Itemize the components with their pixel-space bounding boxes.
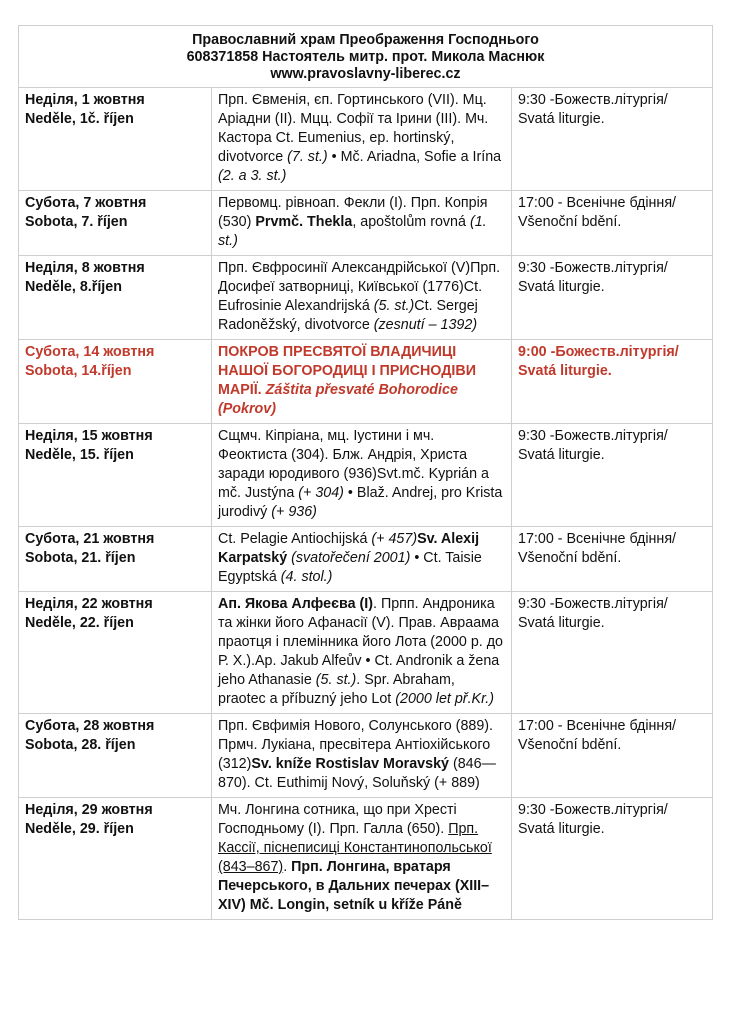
date-czech: Neděle, 22. říjen: [25, 615, 134, 631]
saints-text-segment: Сщмч. Кіпріана, мц. Іустини і мч. Феоктиста (304). Блж. Андрія, Христа заради юродивого (936)Svt.mč. Kyprián a mč. Justýna: [218, 428, 489, 501]
date-cell: [19, 798, 212, 920]
saints-text-segment: Sv. kníže Rostislav Moravský: [251, 756, 449, 772]
service-time-czech: Svatá liturgie.: [518, 447, 605, 463]
date-czech: Neděle, 1č. říjen: [25, 111, 134, 127]
saints-text-segment: Первомц. рівноап. Фекли (I). Прп. Копрія (530): [218, 195, 488, 230]
schedule-row: [19, 592, 713, 714]
service-time-ukrainian: 9:30 -Божеств.літургія/: [518, 428, 668, 444]
saints-cell: [212, 592, 512, 714]
saints-cell: [212, 798, 512, 920]
schedule-row: [19, 424, 713, 527]
date-ukrainian: Неділя, 29 жовтня: [25, 802, 153, 818]
saints-cell: [212, 88, 512, 191]
saints-text-segment: Záštita přesvaté Bohorodice: [265, 382, 458, 398]
date-ukrainian: Субота, 14 жовтня: [25, 344, 155, 360]
saints-cell: [212, 256, 512, 340]
saints-text-segment: (zesnutí – 1392): [373, 317, 478, 333]
saints-text-segment: (+ 936): [271, 504, 317, 520]
saints-text-segment: ПОКРОВ ПРЕСВЯТОЇ ВЛАДИЧИЦІ НАШОЇ БОГОРОДИЦІ І ПРИСНОДІВИ МАРІЇ.: [218, 344, 476, 398]
saints-text-segment: Sv. Alexij Karpatský: [218, 531, 480, 566]
service-time-czech: Svatá liturgie.: [518, 615, 605, 631]
service-time-czech: Svatá liturgie.: [518, 111, 605, 127]
date-cell: [19, 714, 212, 798]
saints-text-segment: Prvmč. Thekla: [255, 214, 353, 230]
website-link[interactable]: www.pravoslavny-liberec.cz: [270, 66, 461, 82]
date-czech: Sobota, 21. říjen: [25, 550, 136, 566]
schedule-row: [19, 88, 713, 191]
service-time-czech: Svatá liturgie.: [518, 279, 605, 295]
church-name: Православний храм Преображення Господнього: [192, 32, 539, 48]
service-time-ukrainian: 9:30 -Божеств.літургія/: [518, 596, 668, 612]
schedule-row: [19, 340, 713, 424]
saints-text-segment: Ап. Якова Алфеєва (I): [218, 596, 373, 612]
schedule-row: [19, 798, 713, 920]
saints-cell: [212, 191, 512, 256]
header-cell: [19, 26, 713, 88]
date-cell: [19, 424, 212, 527]
saints-text-segment: (2000 let př.Kr.): [395, 691, 495, 707]
schedule-row: [19, 714, 713, 798]
service-time-ukrainian: 17:00 - Всенічне бдіння/: [518, 195, 677, 211]
service-time-ukrainian: 9:30 -Божеств.літургія/: [518, 260, 668, 276]
date-ukrainian: Неділя, 22 жовтня: [25, 596, 153, 612]
date-cell: [19, 88, 212, 191]
date-ukrainian: Субота, 7 жовтня: [25, 195, 147, 211]
service-cell: [512, 592, 713, 714]
saints-text-segment: (svatořečení 2001): [291, 550, 411, 566]
saints-text-segment: • Ct. Taisie Egyptská: [218, 550, 482, 585]
date-cell: [19, 592, 212, 714]
service-cell: [512, 527, 713, 592]
service-time-ukrainian: 17:00 - Всенічне бдіння/: [518, 718, 677, 734]
saints-text-segment: (2. a 3. st.): [218, 168, 287, 184]
saints-text-segment: • Blaž. Andrej, pro Krista jurodivý: [218, 485, 503, 520]
service-cell: [512, 340, 713, 424]
service-time-ukrainian: 17:00 - Всенічне бдіння/: [518, 531, 677, 547]
saints-text-segment: , apoštolům rovná: [352, 214, 470, 230]
saints-text-segment: (5. st.): [315, 672, 357, 688]
date-czech: Sobota, 7. říjen: [25, 214, 128, 230]
header-row: [19, 26, 713, 88]
service-time-ukrainian: 9:30 -Божеств.літургія/: [518, 92, 668, 108]
saints-text-segment: (7. st.): [287, 149, 328, 165]
date-cell: [19, 256, 212, 340]
date-cell: [19, 527, 212, 592]
saints-text-segment: Прп. Кассії, піснеписиці Константинопольської (843–867): [218, 821, 492, 875]
saints-text-segment: .: [283, 859, 292, 875]
service-cell: [512, 424, 713, 527]
service-cell: [512, 256, 713, 340]
date-cell: [19, 191, 212, 256]
saints-text-segment: Прп. Євфимія Нового, Солунського (889). Прмч. Лукіана, пресвітера Антіохійського (312): [218, 718, 494, 772]
date-ukrainian: Субота, 28 жовтня: [25, 718, 155, 734]
service-cell: [512, 798, 713, 920]
schedule-table: [18, 25, 713, 920]
date-czech: Neděle, 15. říjen: [25, 447, 134, 463]
date-ukrainian: Субота, 21 жовтня: [25, 531, 155, 547]
saints-text-segment: Ct. Sergej Radoněžský, divotvorce: [218, 298, 478, 333]
date-czech: Neděle, 8.říjen: [25, 279, 122, 295]
service-time-czech: Svatá liturgie.: [518, 821, 605, 837]
service-cell: [512, 714, 713, 798]
saints-text-segment: . Spr. Abraham, praotec a příbuzný jeho Lot: [218, 672, 455, 707]
date-czech: Sobota, 14.říjen: [25, 363, 132, 379]
service-time-czech: Svatá liturgie.: [518, 363, 612, 379]
saints-text-segment: (+ 304): [298, 485, 344, 501]
saints-cell: [212, 714, 512, 798]
saints-text-segment: (+ 457): [371, 531, 418, 547]
date-cell: [19, 340, 212, 424]
saints-text-segment: (Pokrov): [218, 401, 276, 417]
saints-text-segment: . Прпп. Андроника та жінки його Афанасії (V). Прав. Авраама праотця і племінника його Лота (2000 р. до Р. Х.).Ap. Jakub Alfeův • Ct. Andronik a žena jeho Athanasie: [218, 596, 504, 688]
saints-text-segment: Мч. Лонгина сотника, що при Хресті Господньому (I). Прп. Галла (650).: [218, 802, 457, 837]
service-time-ukrainian: 9:30 -Божеств.літургія/: [518, 802, 668, 818]
schedule-row: [19, 191, 713, 256]
service-time-czech: Všenoční bdění.: [518, 214, 622, 230]
service-time-ukrainian: 9:00 -Божеств.літургія/: [518, 344, 679, 360]
saints-text-segment: (846—870). Ct. Euthimij Nový, Soluňský (+ 889): [218, 756, 496, 791]
service-time-czech: Všenoční bdění.: [518, 737, 622, 753]
schedule-row: [19, 527, 713, 592]
saints-text-segment: (5. st.): [373, 298, 415, 314]
date-ukrainian: Неділя, 8 жовтня: [25, 260, 145, 276]
saints-text-segment: (1. st.): [218, 214, 487, 249]
service-cell: [512, 88, 713, 191]
service-time-czech: Všenoční bdění.: [518, 550, 622, 566]
saints-cell: [212, 424, 512, 527]
saints-text-segment: Ct. Pelagie Antiochijská: [218, 531, 372, 547]
service-cell: [512, 191, 713, 256]
saints-text-segment: (4. stol.): [280, 569, 333, 585]
saints-text-segment: Прп. Євфросинії Александрійської (V)Прп. Досифеї затворниці, Київської (1776)Ct. Eufrosinie Alexandrijská: [218, 260, 501, 314]
saints-text-segment: Прп. Лонгина, вратаря Печерського, в Дальних печерах (XIII–XIV) Mč. Longin, setník u kříže Páně: [218, 859, 490, 913]
rector-info: 608371858 Настоятель митр. прот. Микола Маснюк: [186, 49, 545, 65]
date-ukrainian: Неділя, 15 жовтня: [25, 428, 153, 444]
date-czech: Neděle, 29. říjen: [25, 821, 134, 837]
saints-text-segment: • Mč. Ariadna, Sofie a Irína: [327, 149, 502, 165]
date-ukrainian: Неділя, 1 жовтня: [25, 92, 145, 108]
date-czech: Sobota, 28. říjen: [25, 737, 136, 753]
saints-text-segment: Прп. Євменія, єп. Гортинського (VII). Мц. Аріадни (II). Мцц. Софії та Ірини (III). Мч. Кастора Ct. Eumenius, ep. hortinský, divotvorce: [218, 92, 489, 165]
schedule-row: [19, 256, 713, 340]
saints-cell: [212, 527, 512, 592]
saints-cell: [212, 340, 512, 424]
